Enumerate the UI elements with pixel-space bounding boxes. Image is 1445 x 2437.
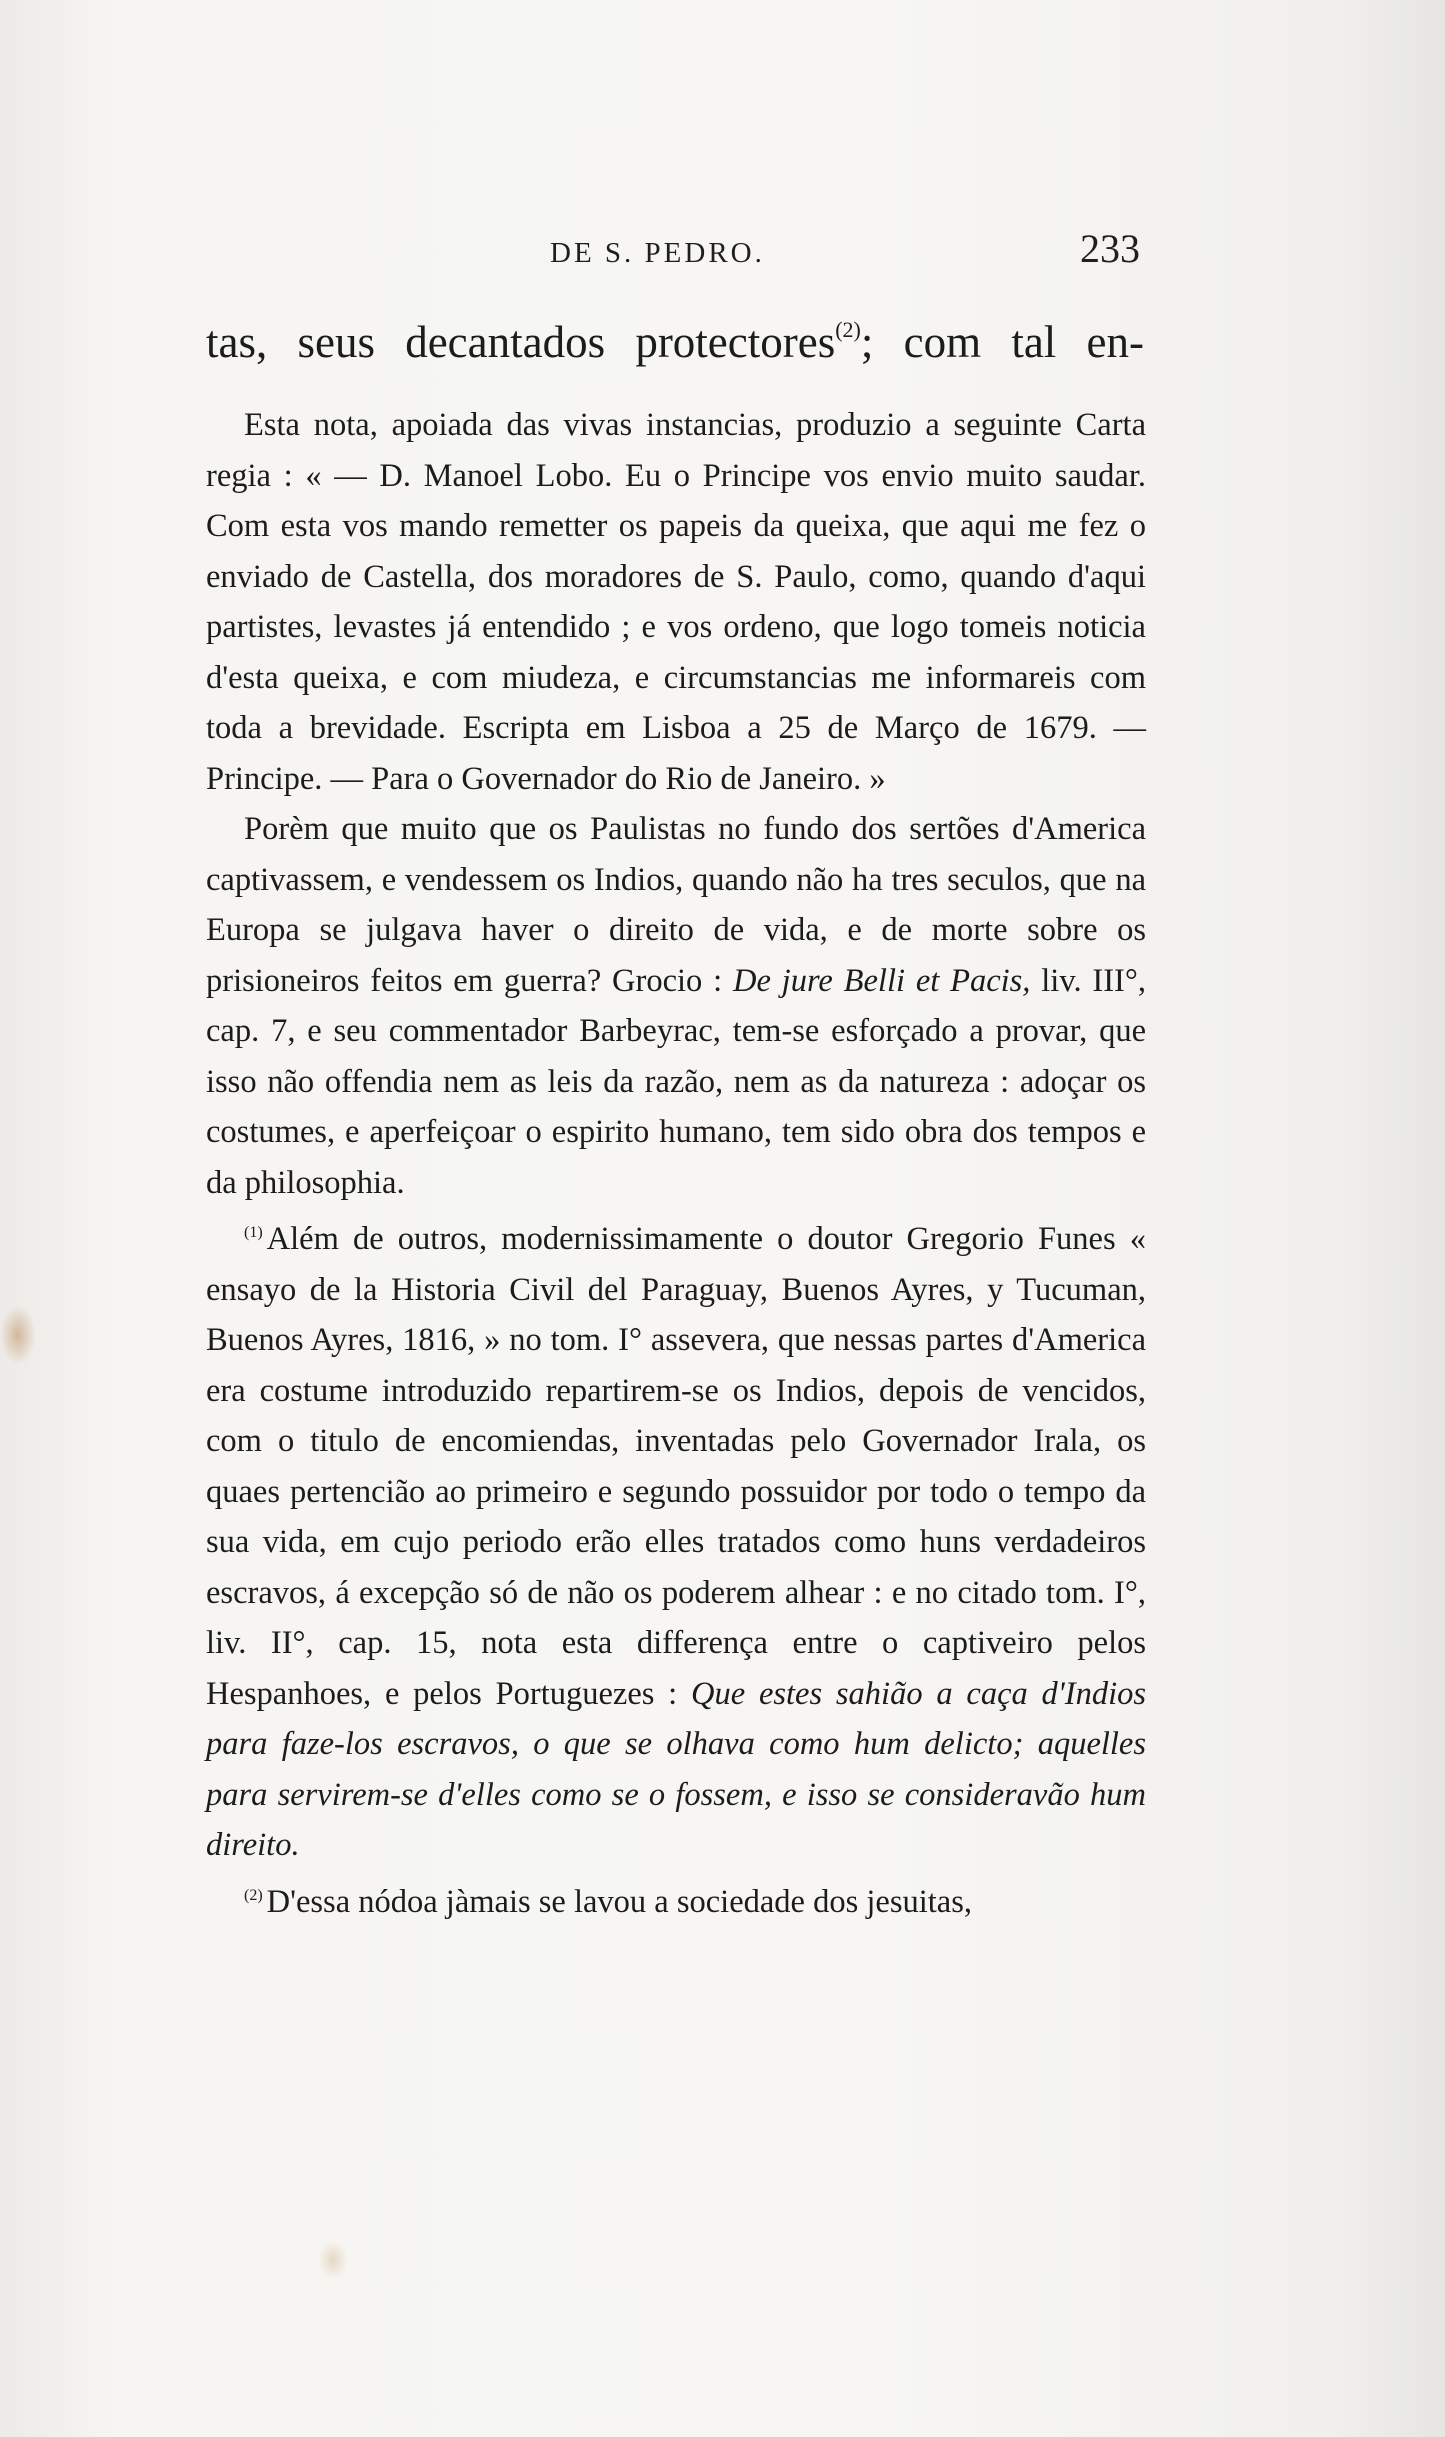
footnote-quote: Que estes sahião a caça d'Indios para faze-los escravos, o que se olhava como hum delicto; aquelles para servirem-se d'elles como se o fossem, e isso se consideravão hum direito.: [206, 1675, 1146, 1863]
footnote-1: [206, 1208, 1146, 1871]
footnote-reference: (2): [835, 317, 861, 342]
footnote-mark: (2): [244, 1886, 263, 1904]
page-header: [210, 225, 1140, 275]
footnote-2: [206, 1871, 1146, 1928]
note-text: liv. III°, cap. 7, e seu commentador Barbeyrac, tem-se esforçado a provar, que isso não offendia nem as leis da razão, nem as da natureza : adoçar os costumes, e aperfeiçoar o espirito humano, tem sido obra dos tempos e da philosophia.: [206, 962, 1146, 1201]
footnotes: [206, 400, 1146, 1927]
main-text-start: tas, seus decantados protectores: [206, 317, 836, 367]
paper-stain: [318, 2240, 348, 2280]
paper-stain: [0, 1305, 36, 1365]
running-title: DE S. PEDRO.: [550, 237, 765, 269]
note-paragraph: Esta nota, apoiada das vivas instancias, produzio a seguinte Carta regia : « — D. Manoel Lobo. Eu o Principe vos envio muito saudar. Com esta vos mando remetter os papeis da queixa, que aqui me fez o enviado de Castella, dos moradores de S. Paulo, como, quando d'aqui partistes, levastes já entendido ; e vos ordeno, que logo tomeis noticia d'esta queixa, e com miudeza, e circumstancias me informareis com toda a brevidade. Escripta em Lisboa a 25 de Março de 1679. — Principe. — Para o Governador do Rio de Janeiro. »: [206, 407, 1146, 797]
page-number: 233: [1080, 226, 1140, 271]
note-text: Porèm que muito que os Paulistas no fundo dos sertões d'America captivassem, e vendessem os Indios, quando não ha tres seculos, que na Europa se julgava haver o direito de vida, e de morte sobre os prisioneiros feitos em guerra? Grocio :: [206, 811, 1146, 999]
main-text-end: ; com tal en-: [860, 317, 1144, 367]
note-paragraph: [206, 804, 1146, 1208]
main-text-line: [206, 295, 1144, 377]
footnote-mark: (1): [244, 1224, 263, 1241]
footnote-text: Além de outros, modernissimamente o doutor Gregorio Funes « ensayo de la Historia Civil del Paraguay, Buenos Ayres, y Tucuman, Buenos Ayres, 1816, » no tom. I° assevera, que nessas partes d'America era costume introduzido repartirem-se os Indios, depois de vencidos, com o titulo de encomiendas, inventadas pelo Governador Irala, os quaes pertencião ao primeiro e segundo possuidor por todo o tempo da sua vida, em cujo periodo erão elles tratados como huns verdadeiros escravos, á excepção só de não os poderem alhear : e no citado tom. I°, liv. II°, cap. 15, nota esta differença entre o captiveiro pelos Hespanhoes, e pelos Portuguezes :: [206, 1221, 1146, 1712]
book-title: De jure Belli et Pacis,: [732, 962, 1031, 999]
footnote-text: D'essa nódoa jàmais se lavou a sociedade dos jesuitas,: [266, 1883, 972, 1920]
